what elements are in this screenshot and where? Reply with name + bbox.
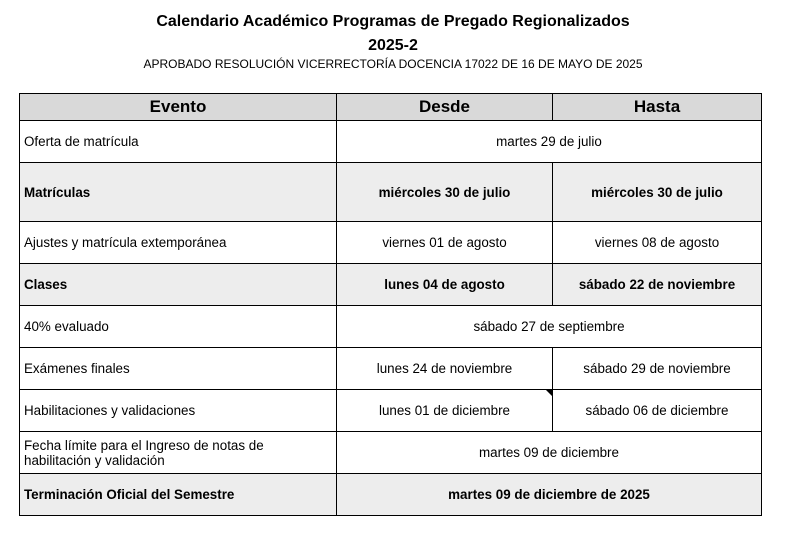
table-row-40-percent — [20, 306, 762, 348]
event-cell: Exámenes finales — [20, 348, 337, 390]
table-row-final-exams — [20, 348, 762, 390]
event-cell: Clases — [20, 264, 337, 306]
date-cell-from-text: lunes 01 de diciembre — [378, 403, 510, 418]
cell-comment-marker-icon — [546, 390, 552, 396]
table-row-classes — [20, 264, 762, 306]
column-header-event: Evento — [20, 94, 337, 121]
table-row-semester-end — [20, 474, 762, 516]
event-cell: Terminación Oficial del Semestre — [20, 474, 337, 516]
event-cell: Oferta de matrícula — [20, 121, 337, 163]
date-cell-to: sábado 29 de noviembre — [553, 348, 762, 390]
approval-note: APROBADO RESOLUCIÓN VICERRECTORÍA DOCENCIA 17022 DE 16 DE MAYO DE 2025 — [143, 57, 643, 71]
date-cell-to: sábado 06 de diciembre — [553, 390, 762, 432]
date-cell-from: viernes 01 de agosto — [337, 222, 553, 264]
date-cell-from: lunes 24 de noviembre — [337, 348, 553, 390]
event-cell: 40% evaluado — [20, 306, 337, 348]
date-cell-from: lunes 04 de agosto — [337, 264, 553, 306]
date-cell-merged: martes 09 de diciembre de 2025 — [337, 474, 762, 516]
table-row-enrollment-offer — [20, 121, 762, 163]
table-row-grade-deadline — [20, 432, 762, 474]
date-cell-from — [337, 390, 553, 432]
column-header-from: Desde — [337, 94, 553, 121]
date-cell-to: sábado 22 de noviembre — [553, 264, 762, 306]
document-title: Calendario Académico Programas de Pregado Regionalizados — [156, 13, 630, 30]
date-cell-merged: martes 29 de julio — [337, 121, 762, 163]
table-row-adjustments — [20, 222, 762, 264]
column-header-to: Hasta — [553, 94, 762, 121]
event-cell: Fecha límite para el Ingreso de notas de habilitación y validación — [20, 432, 337, 474]
date-cell-merged: martes 09 de diciembre — [337, 432, 762, 474]
event-cell: Matrículas — [20, 163, 337, 222]
date-cell-merged: sábado 27 de septiembre — [337, 306, 762, 348]
table-row-enrollment — [20, 163, 762, 222]
table-row-make-up-exams — [20, 390, 762, 432]
calendar-table — [19, 93, 762, 516]
table-header-row — [20, 94, 762, 121]
academic-period: 2025-2 — [368, 37, 418, 54]
date-cell-to: miércoles 30 de julio — [553, 163, 762, 222]
event-cell: Ajustes y matrícula extemporánea — [20, 222, 337, 264]
date-cell-to: viernes 08 de agosto — [553, 222, 762, 264]
event-cell: Habilitaciones y validaciones — [20, 390, 337, 432]
date-cell-from: miércoles 30 de julio — [337, 163, 553, 222]
